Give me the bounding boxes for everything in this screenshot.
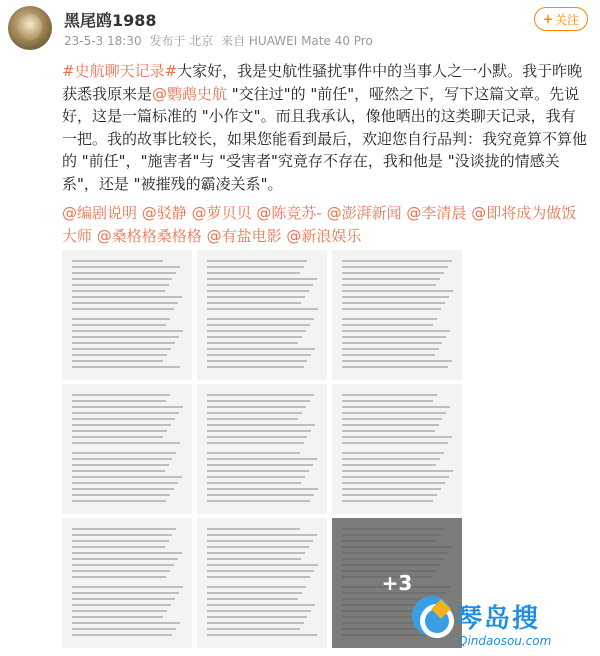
document-text-line [72, 278, 172, 280]
body-text-1: 大家好，我是史航性骚扰事件中的当事人之一小默。我于昨晚获悉我原来是 [62, 62, 583, 103]
document-text-line [207, 494, 314, 496]
document-text-line [72, 400, 166, 402]
mention-link[interactable]: @澎湃新闻 [326, 204, 402, 222]
document-text-line [72, 564, 173, 566]
document-text-line [207, 488, 318, 490]
body-text-2: "交往过"的 "前任"，哑然之下，写下这篇文章。先说好，这是一篇标准的 "小作文"。而且我承认，像他晒出的这类聊天记录，我有一把。我的故事比较长，如果您能看到最后，欢迎您自行品判：我究竟算不算他的 "前任"，"施害者"与 "受害者"究竟存不存在，我和他是 "没谈拢的情感关系"，还是 "被摧残的霸凌关系"。 [62, 84, 588, 193]
document-text-line [72, 570, 170, 572]
document-text-line [207, 336, 302, 338]
document-text-line [342, 436, 451, 438]
document-text-line [207, 266, 303, 268]
document-text-line [72, 266, 180, 268]
document-text-line [207, 430, 311, 432]
document-text-line [342, 318, 437, 320]
document-text-line [72, 534, 172, 536]
more-images-overlay[interactable]: +3 [332, 518, 462, 648]
document-text-line [207, 260, 307, 262]
document-text-line [207, 470, 308, 472]
document-text-line [207, 558, 301, 560]
document-text-line [207, 634, 316, 636]
document-text-line [342, 430, 434, 432]
document-text-line [207, 278, 316, 280]
mention-link[interactable]: @驳静 [141, 204, 187, 222]
post-body [62, 60, 590, 195]
document-text-line [342, 494, 437, 496]
document-text-line [207, 324, 310, 326]
hashtag-link[interactable]: #史航聊天记录# [62, 62, 178, 80]
document-text-line [72, 302, 177, 304]
gallery-image[interactable] [62, 384, 192, 514]
document-text-line [72, 430, 167, 432]
document-text-line [207, 610, 311, 612]
document-text-line [207, 622, 303, 624]
document-text-line [342, 406, 450, 408]
document-text-line [342, 394, 437, 396]
document-text-line [342, 458, 440, 460]
document-text-line [72, 610, 167, 612]
document-text-line [72, 424, 171, 426]
document-text-line [72, 546, 164, 548]
document-text-line [72, 464, 168, 466]
document-text-line [342, 354, 434, 356]
document-text-line [342, 266, 447, 268]
document-text-line [72, 360, 163, 362]
document-text-line [342, 324, 433, 326]
document-text-line [207, 354, 311, 356]
document-text-line [207, 348, 315, 350]
document-text-line [207, 598, 298, 600]
document-text-line [72, 354, 167, 356]
document-text-line [72, 406, 183, 408]
document-text-line [72, 336, 179, 338]
post-date: 23-5-3 18:30 [64, 34, 142, 48]
document-text-line [342, 500, 433, 502]
document-text-line [207, 628, 299, 630]
document-text-line [72, 470, 164, 472]
mention-link[interactable]: @编剧说明 [62, 204, 138, 222]
document-text-line [207, 592, 302, 594]
document-text-line [207, 616, 307, 618]
watermark-name: 琴岛搜 [456, 604, 541, 634]
document-text-line [207, 406, 306, 408]
document-text-line [207, 424, 315, 426]
document-text-line [342, 308, 441, 310]
document-text-line [72, 260, 163, 262]
document-text-line [342, 336, 446, 338]
document-text-line [342, 272, 443, 274]
document-text-line [342, 488, 441, 490]
gallery-image[interactable] [332, 250, 462, 380]
document-text-line [207, 452, 299, 454]
document-text-line [342, 302, 445, 304]
document-text-line [207, 534, 316, 536]
document-text-line [207, 604, 315, 606]
image-gallery [62, 250, 462, 648]
document-text-line [72, 348, 171, 350]
mention-link[interactable]: @桑格格桑格格 [96, 226, 202, 245]
document-text-line [72, 366, 180, 368]
document-text-line [207, 272, 299, 274]
document-text-line [72, 318, 170, 320]
document-text-line [72, 576, 166, 578]
mention-link[interactable]: @新浪娱乐 [286, 226, 362, 245]
document-text-line [207, 308, 318, 310]
document-text-line [72, 616, 163, 618]
mention-link[interactable]: @李清晨 [406, 204, 467, 222]
mention-link[interactable]: @萝贝贝 [191, 204, 252, 222]
document-text-line [342, 342, 442, 344]
document-text-line [207, 394, 314, 396]
document-text-line [207, 570, 314, 572]
document-text-line [207, 482, 301, 484]
document-text-line [207, 528, 299, 530]
document-text-line [207, 540, 312, 542]
document-text-line [207, 284, 312, 286]
document-text-line [207, 360, 307, 362]
mention-link[interactable]: @陈竞苏- [256, 204, 322, 222]
document-text-line [72, 500, 166, 502]
document-text-line [207, 476, 305, 478]
document-text-line [342, 412, 446, 414]
document-text-line [72, 442, 180, 444]
document-text-line [72, 634, 172, 636]
document-text-line [72, 558, 177, 560]
document-text-line [342, 464, 436, 466]
watermark [412, 594, 592, 652]
document-text-line [72, 494, 170, 496]
document-text-line [72, 488, 173, 490]
document-text-line [342, 278, 440, 280]
document-text-line [342, 424, 438, 426]
document-text-line [207, 586, 306, 588]
post-device: 来自 HUAWEI Mate 40 Pro [221, 34, 373, 48]
document-text-line [72, 290, 164, 292]
document-text-line [72, 528, 176, 530]
document-text-line [72, 330, 183, 332]
document-text-line [72, 482, 177, 484]
document-text-line [72, 452, 176, 454]
document-text-line [72, 622, 180, 624]
mention-link[interactable]: @即将成为做饭大师 [62, 204, 577, 245]
document-text-line [72, 296, 181, 298]
document-text-line [207, 418, 298, 420]
document-text-line [72, 272, 176, 274]
document-text-line [342, 348, 438, 350]
mention-link[interactable]: @鹦鹉史航 [152, 84, 228, 103]
document-text-line [207, 458, 316, 460]
document-text-line [72, 308, 173, 310]
document-text-line [207, 330, 306, 332]
document-text-line [342, 482, 445, 484]
document-text-line [207, 296, 305, 298]
document-text-line [342, 400, 433, 402]
document-text-line [207, 290, 308, 292]
gallery-image[interactable] [197, 518, 327, 648]
document-text-line [207, 576, 310, 578]
gallery-image[interactable] [62, 518, 192, 648]
document-text-line [207, 500, 310, 502]
document-text-line [72, 458, 172, 460]
document-text-line [342, 330, 450, 332]
follow-label: 关注 [555, 12, 580, 27]
document-text-line [342, 284, 436, 286]
follow-button[interactable] [534, 7, 588, 31]
gallery-image[interactable] [62, 250, 192, 380]
avatar[interactable] [8, 6, 52, 50]
gallery-image[interactable] [197, 250, 327, 380]
document-text-line [342, 260, 451, 262]
document-text-line [72, 604, 171, 606]
document-text-line [72, 592, 179, 594]
document-text-line [72, 586, 183, 588]
username[interactable]: 黑尾鸥1988 [64, 11, 157, 30]
gallery-image[interactable] [197, 384, 327, 514]
document-text-line [72, 324, 166, 326]
document-text-line [72, 540, 168, 542]
document-text-line [207, 412, 302, 414]
document-text-line [342, 360, 451, 362]
document-text-line [207, 318, 314, 320]
plus-icon: + [542, 12, 554, 26]
document-text-line [72, 284, 168, 286]
gallery-image[interactable] [332, 384, 462, 514]
post-header [0, 0, 600, 56]
watermark-url: Qindaosou.com [458, 634, 552, 648]
post-meta [64, 32, 377, 49]
document-text-line [342, 296, 449, 298]
document-text-line [72, 436, 163, 438]
document-text-line [207, 464, 312, 466]
document-text-line [207, 366, 303, 368]
document-text-line [342, 470, 453, 472]
document-text-line [342, 452, 443, 454]
mentions-list [62, 202, 590, 247]
mention-link[interactable]: @有盐电影 [206, 226, 282, 245]
document-text-line [72, 598, 175, 600]
document-text-line [342, 476, 449, 478]
document-text-line [207, 442, 303, 444]
post-location: 发布于 北京 [149, 34, 214, 48]
document-text-line [207, 302, 301, 304]
document-text-line [72, 552, 181, 554]
document-text-line [342, 290, 453, 292]
document-text-line [72, 418, 175, 420]
document-text-line [207, 436, 307, 438]
document-text-line [342, 418, 442, 420]
document-text-line [207, 564, 318, 566]
document-text-line [72, 628, 176, 630]
document-text-line [207, 552, 305, 554]
document-text-line [342, 442, 447, 444]
document-text-line [72, 476, 181, 478]
document-text-line [207, 342, 298, 344]
watermark-logo-icon [412, 596, 452, 636]
document-text-line [72, 394, 170, 396]
document-text-line [207, 546, 308, 548]
document-text-line [207, 400, 310, 402]
document-text-line [72, 412, 179, 414]
document-text-line [342, 366, 447, 368]
document-text-line [72, 342, 175, 344]
